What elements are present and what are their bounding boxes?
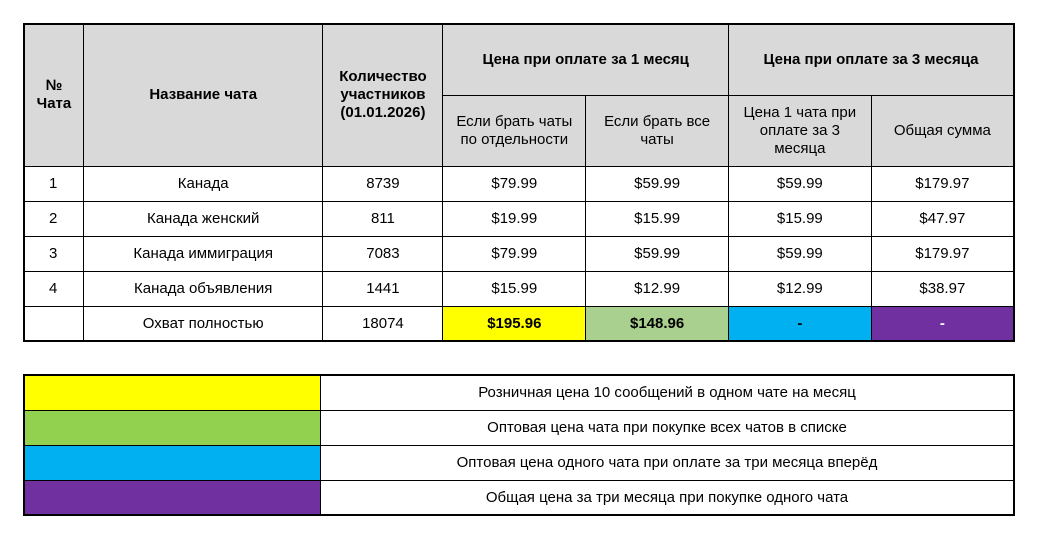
cell-name: Канада объявления — [83, 271, 323, 306]
cell-count: 7083 — [323, 236, 443, 271]
cell-number — [24, 306, 83, 341]
cell-name: Канада иммиграция — [83, 236, 323, 271]
cell-price-separate: $79.99 — [443, 166, 586, 201]
color-legend — [23, 374, 1015, 516]
cell-total-sum: $179.97 — [871, 166, 1014, 201]
cell-name: Канада женский — [83, 201, 323, 236]
table-row — [24, 201, 1014, 236]
cell-price-3-months: $59.99 — [728, 166, 871, 201]
pricing-table — [23, 23, 1015, 342]
cell-number: 1 — [24, 166, 83, 201]
legend-text: Оптовая цена чата при покупке всех чатов в списке — [321, 410, 1015, 445]
cell-price-separate: $15.99 — [443, 271, 586, 306]
legend-text: Оптовая цена одного чата при оплате за три месяца вперёд — [321, 445, 1015, 480]
cell-count: 811 — [323, 201, 443, 236]
cell-price-3-months: $15.99 — [728, 201, 871, 236]
header-chat-number: № Чата — [24, 24, 83, 166]
cell-price-separate: $19.99 — [443, 201, 586, 236]
cell-count: 8739 — [323, 166, 443, 201]
cell-total-price-separate: $195.96 — [443, 306, 586, 341]
cell-number: 3 — [24, 236, 83, 271]
cell-count: 1441 — [323, 271, 443, 306]
cell-total-sum: $47.97 — [871, 201, 1014, 236]
cell-total-price-3-months: - — [728, 306, 871, 341]
cell-price-3-months: $12.99 — [728, 271, 871, 306]
cell-price-all: $59.99 — [586, 166, 729, 201]
cell-total-sum: $179.97 — [871, 236, 1014, 271]
header-chat-name: Название чата — [83, 24, 323, 166]
legend-swatch-purple — [24, 480, 321, 515]
cell-price-all: $59.99 — [586, 236, 729, 271]
cell-total-sum: $38.97 — [871, 271, 1014, 306]
legend-row — [24, 410, 1014, 445]
cell-name: Канада — [83, 166, 323, 201]
legend-row — [24, 445, 1014, 480]
cell-price-all: $15.99 — [586, 201, 729, 236]
cell-total-price-all: $148.96 — [586, 306, 729, 341]
header-total-sum: Общая сумма — [871, 95, 1014, 166]
cell-total-count: 18074 — [323, 306, 443, 341]
cell-number: 4 — [24, 271, 83, 306]
header-all-chats: Если брать все чаты — [586, 95, 729, 166]
header-separate-chats: Если брать чаты по отдельности — [443, 95, 586, 166]
header-price-1-month: Цена при оплате за 1 месяц — [443, 24, 729, 95]
header-price-3-months: Цена при оплате за 3 месяца — [728, 24, 1014, 95]
legend-row — [24, 480, 1014, 515]
cell-number: 2 — [24, 201, 83, 236]
total-row — [24, 306, 1014, 341]
cell-total-name: Охват полностью — [83, 306, 323, 341]
header-row-top — [24, 24, 1014, 95]
table-row — [24, 236, 1014, 271]
cell-price-all: $12.99 — [586, 271, 729, 306]
table-row — [24, 166, 1014, 201]
legend-swatch-yellow — [24, 375, 321, 410]
cell-total-sum: - — [871, 306, 1014, 341]
legend-text: Общая цена за три месяца при покупке одного чата — [321, 480, 1015, 515]
legend-swatch-green — [24, 410, 321, 445]
table-row — [24, 271, 1014, 306]
legend-swatch-blue — [24, 445, 321, 480]
header-one-chat-3-months: Цена 1 чата при оплате за 3 месяца — [728, 95, 871, 166]
legend-text: Розничная цена 10 сообщений в одном чате на месяц — [321, 375, 1015, 410]
cell-price-3-months: $59.99 — [728, 236, 871, 271]
header-member-count: Количество участников (01.01.2026) — [323, 24, 443, 166]
legend-row — [24, 375, 1014, 410]
cell-price-separate: $79.99 — [443, 236, 586, 271]
